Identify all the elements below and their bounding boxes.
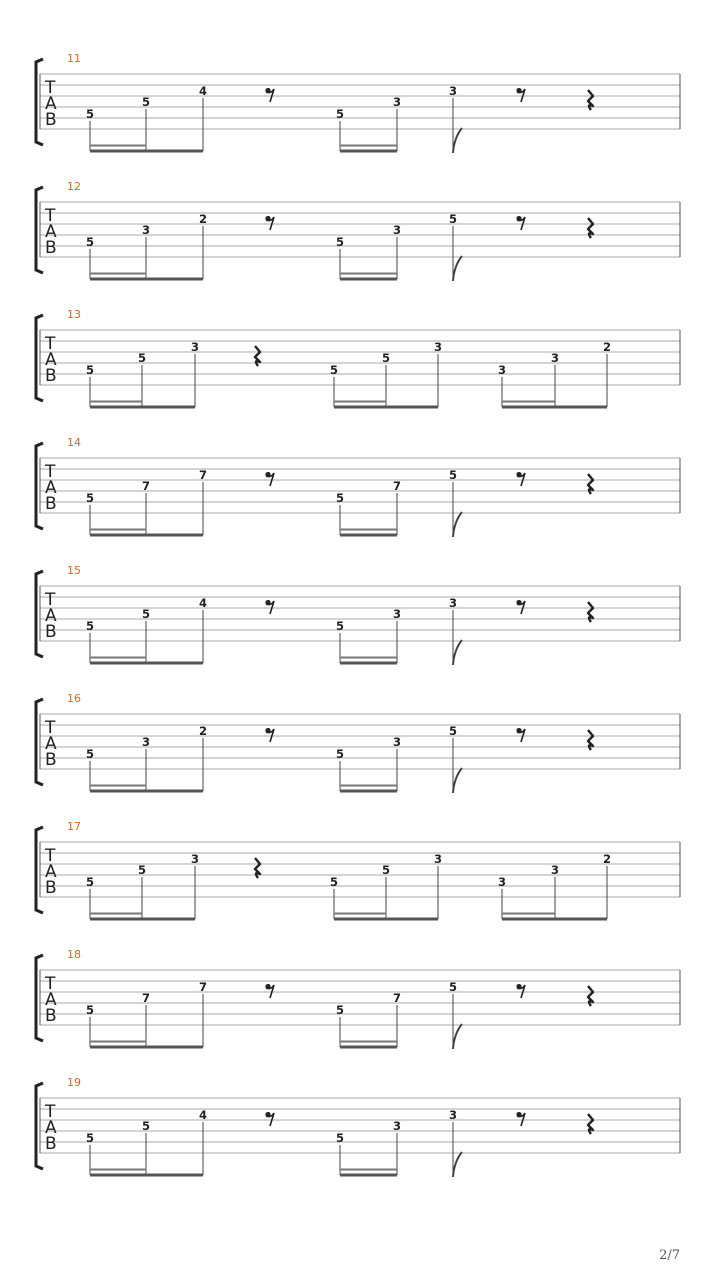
- fret-number: 5: [448, 724, 458, 738]
- fret-number: 5: [335, 107, 345, 121]
- beam-secondary: [340, 145, 397, 147]
- fret-number: 3: [141, 223, 151, 237]
- beam-primary: [340, 790, 397, 793]
- beam-primary: [340, 1046, 397, 1049]
- beam-secondary: [334, 401, 386, 403]
- fret-number: 4: [198, 1108, 208, 1122]
- tab-system: [36, 692, 680, 793]
- beam-primary: [334, 918, 438, 921]
- tab-clef-letter: T: [45, 718, 56, 738]
- beam-primary: [90, 1174, 203, 1177]
- fret-number: 5: [137, 863, 147, 877]
- beam-secondary: [90, 1169, 146, 1171]
- note-flag: [453, 768, 462, 793]
- fret-number: 5: [85, 1131, 95, 1145]
- fret-number: 5: [329, 875, 339, 889]
- tab-system: [36, 948, 680, 1049]
- fret-number: 5: [335, 619, 345, 633]
- note-flag: [453, 1152, 462, 1177]
- measure-number: 12: [67, 180, 81, 193]
- measure-number: 14: [67, 436, 81, 449]
- beam-secondary: [340, 785, 397, 787]
- fret-number: 2: [602, 852, 612, 866]
- beam-secondary: [90, 529, 146, 531]
- measure-number: 16: [67, 692, 81, 705]
- tab-clef-letter: A: [45, 350, 57, 370]
- measure-number: 11: [67, 52, 81, 65]
- tab-clef-letter: B: [45, 494, 57, 514]
- beam-secondary: [90, 145, 146, 147]
- fret-number: 3: [448, 596, 458, 610]
- tab-system: [36, 1076, 680, 1177]
- tab-clef-letter: B: [45, 1006, 57, 1026]
- fret-number: 3: [497, 875, 507, 889]
- fret-number: 5: [85, 875, 95, 889]
- tab-clef-letter: T: [45, 974, 56, 994]
- fret-number: 5: [329, 363, 339, 377]
- fret-number: 7: [392, 991, 402, 1005]
- fret-number: 3: [392, 95, 402, 109]
- fret-number: 7: [141, 991, 151, 1005]
- fret-number: 5: [335, 1003, 345, 1017]
- fret-number: 5: [335, 1131, 345, 1145]
- fret-number: 3: [550, 863, 560, 877]
- note-flag: [453, 512, 462, 537]
- fret-number: 2: [198, 724, 208, 738]
- fret-number: 3: [141, 735, 151, 749]
- beam-secondary: [90, 657, 146, 659]
- beam-secondary: [90, 1041, 146, 1043]
- note-flag: [453, 1024, 462, 1049]
- tab-clef-letter: T: [45, 462, 56, 482]
- tab-clef-letter: A: [45, 606, 57, 626]
- tab-system: [36, 436, 680, 537]
- fret-number: 5: [85, 235, 95, 249]
- fret-number: 5: [85, 107, 95, 121]
- tab-system: [36, 564, 680, 665]
- fret-number: 3: [392, 223, 402, 237]
- beam-secondary: [334, 913, 386, 915]
- fret-number: 5: [448, 212, 458, 226]
- beam-primary: [340, 150, 397, 153]
- tab-clef-letter: B: [45, 878, 57, 898]
- tab-clef-letter: A: [45, 222, 57, 242]
- measure-number: 15: [67, 564, 81, 577]
- fret-number: 3: [448, 84, 458, 98]
- beam-primary: [90, 790, 203, 793]
- beam-primary: [90, 150, 203, 153]
- beam-primary: [502, 918, 607, 921]
- beam-secondary: [90, 785, 146, 787]
- beam-secondary: [340, 273, 397, 275]
- fret-number: 3: [433, 852, 443, 866]
- fret-number: 5: [335, 747, 345, 761]
- tab-clef-letter: T: [45, 334, 56, 354]
- fret-number: 5: [137, 351, 147, 365]
- beam-primary: [340, 534, 397, 537]
- note-flag: [453, 256, 462, 281]
- tab-clef-letter: A: [45, 94, 57, 114]
- measure-number: 18: [67, 948, 81, 961]
- tab-clef-letter: B: [45, 622, 57, 642]
- beam-secondary: [340, 1169, 397, 1171]
- fret-number: 2: [198, 212, 208, 226]
- fret-number: 7: [198, 980, 208, 994]
- fret-number: 5: [141, 95, 151, 109]
- beam-secondary: [340, 529, 397, 531]
- beam-primary: [90, 918, 195, 921]
- tab-clef-letter: A: [45, 1118, 57, 1138]
- fret-number: 4: [198, 596, 208, 610]
- fret-number: 2: [602, 340, 612, 354]
- measure-number: 17: [67, 820, 81, 833]
- tab-clef-letter: A: [45, 990, 57, 1010]
- note-flag: [453, 128, 462, 153]
- fret-number: 3: [190, 340, 200, 354]
- tab-clef-letter: T: [45, 206, 56, 226]
- beam-secondary: [90, 401, 142, 403]
- fret-number: 3: [392, 735, 402, 749]
- fret-number: 7: [392, 479, 402, 493]
- beam-secondary: [502, 401, 555, 403]
- beam-primary: [90, 534, 203, 537]
- tab-clef-letter: B: [45, 1134, 57, 1154]
- fret-number: 5: [335, 235, 345, 249]
- beam-primary: [90, 278, 203, 281]
- tab-clef-letter: A: [45, 734, 57, 754]
- beam-secondary: [502, 913, 555, 915]
- fret-number: 4: [198, 84, 208, 98]
- page-number: 2/7: [659, 1248, 680, 1263]
- fret-number: 5: [448, 980, 458, 994]
- beam-primary: [502, 406, 607, 409]
- beam-secondary: [340, 1041, 397, 1043]
- fret-number: 5: [335, 491, 345, 505]
- tab-clef-letter: B: [45, 238, 57, 258]
- fret-number: 5: [85, 1003, 95, 1017]
- fret-number: 5: [448, 468, 458, 482]
- tab-clef-letter: B: [45, 366, 57, 386]
- beam-secondary: [340, 657, 397, 659]
- fret-number: 5: [381, 351, 391, 365]
- fret-number: 7: [141, 479, 151, 493]
- fret-number: 3: [448, 1108, 458, 1122]
- tab-clef-letter: B: [45, 750, 57, 770]
- beam-secondary: [90, 913, 142, 915]
- beam-primary: [340, 278, 397, 281]
- fret-number: 5: [381, 863, 391, 877]
- beam-primary: [340, 1174, 397, 1177]
- tab-system: [36, 180, 680, 281]
- fret-number: 3: [190, 852, 200, 866]
- fret-number: 5: [85, 491, 95, 505]
- beam-secondary: [90, 273, 146, 275]
- beam-primary: [90, 406, 195, 409]
- tab-clef-letter: B: [45, 110, 57, 130]
- fret-number: 5: [85, 619, 95, 633]
- beam-primary: [90, 1046, 203, 1049]
- fret-number: 3: [497, 363, 507, 377]
- tab-clef-letter: T: [45, 1102, 56, 1122]
- fret-number: 3: [392, 1119, 402, 1133]
- tab-clef-letter: T: [45, 590, 56, 610]
- fret-number: 5: [85, 363, 95, 377]
- fret-number: 3: [433, 340, 443, 354]
- tab-clef-letter: A: [45, 862, 57, 882]
- beam-primary: [90, 662, 203, 665]
- fret-number: 3: [392, 607, 402, 621]
- tab-clef-letter: T: [45, 78, 56, 98]
- tab-clef-letter: A: [45, 478, 57, 498]
- fret-number: 5: [141, 1119, 151, 1133]
- fret-number: 7: [198, 468, 208, 482]
- tab-system: [36, 308, 680, 409]
- tab-system: [36, 820, 680, 921]
- measure-number: 13: [67, 308, 81, 321]
- note-flag: [453, 640, 462, 665]
- beam-primary: [340, 662, 397, 665]
- measure-number: 19: [67, 1076, 81, 1089]
- tab-clef-letter: T: [45, 846, 56, 866]
- fret-number: 5: [141, 607, 151, 621]
- fret-number: 5: [85, 747, 95, 761]
- fret-number: 3: [550, 351, 560, 365]
- tab-system: [36, 52, 680, 153]
- beam-primary: [334, 406, 438, 409]
